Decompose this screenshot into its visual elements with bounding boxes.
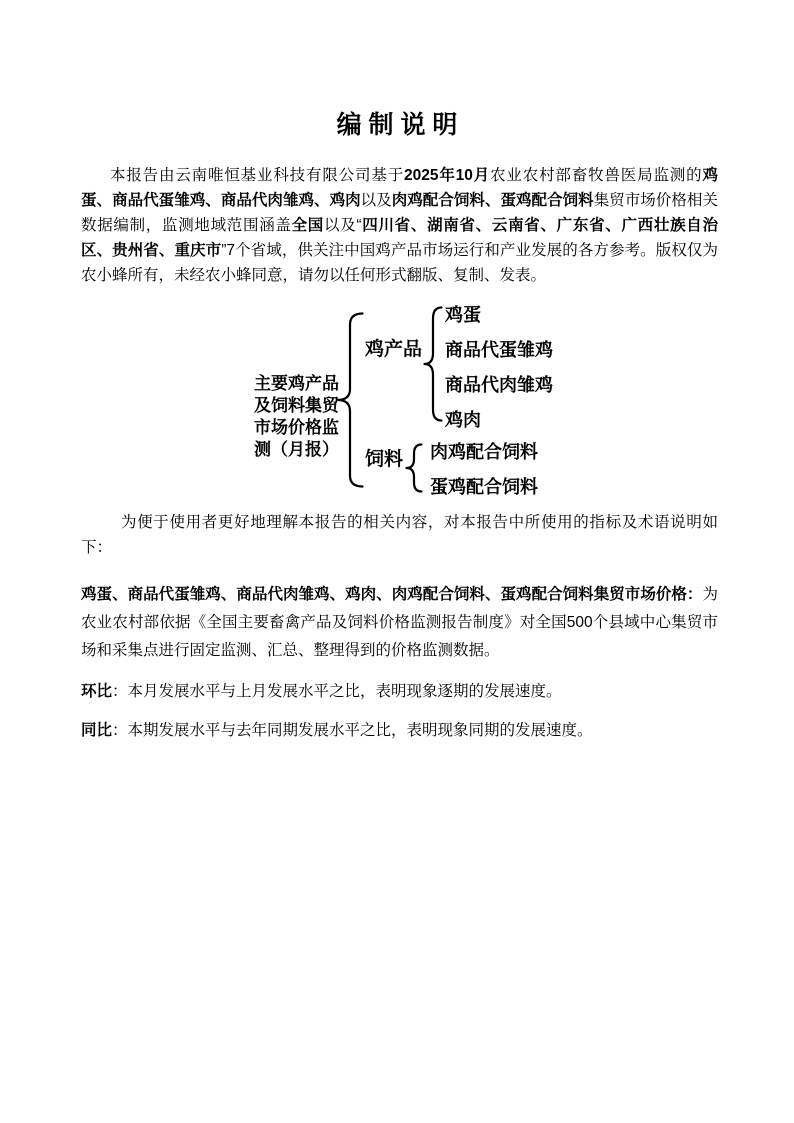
tree-leaf-label: 商品代蛋雏鸡 bbox=[445, 340, 553, 360]
text-segment: 鸡蛋、商品代蛋雏鸡、商品代肉雏鸡、鸡肉 bbox=[81, 167, 718, 209]
text-segment: 全国 bbox=[291, 217, 325, 234]
mom-definition-paragraph bbox=[81, 679, 718, 704]
text-segment: 环比 bbox=[81, 683, 113, 700]
tree-leaf-label: 鸡蛋 bbox=[445, 305, 481, 325]
feed-item-list bbox=[430, 442, 538, 497]
text-segment: 同比 bbox=[81, 722, 113, 739]
text-segment: ”7个省域，供关注中国鸡产品市场运行和产业发展的各方参考。版权仅为农小蜂所有，未经农小蜂同意，请勿以任何形式翻版、复制、发表。 bbox=[81, 242, 718, 284]
text-segment: 四川省、湖南省、云南省、广东省、广西壮族自治区、贵州省、重庆市 bbox=[81, 217, 718, 259]
text-segment: 鸡蛋、商品代蛋雏鸡、商品代肉雏鸡、鸡肉、肉鸡配合饲料、蛋鸡配合饲料集贸市场价格： bbox=[81, 586, 703, 603]
terms-intro-paragraph bbox=[81, 510, 718, 560]
tree-root-label-line: 市场价格监 bbox=[254, 418, 339, 437]
text-segment: 集贸市场价格相关数据编制，监测地域范围涵盖 bbox=[81, 192, 718, 234]
product-tree-diagram bbox=[250, 300, 580, 505]
text-segment: 以及“ bbox=[324, 217, 362, 234]
tree-root-label-line: 及饲料集贸 bbox=[254, 396, 339, 415]
text-segment: 以及 bbox=[360, 192, 392, 209]
feed-curly-brace-icon bbox=[405, 443, 423, 498]
text-segment: 2025年10月 bbox=[404, 167, 491, 184]
tree-branch-chicken-products-label: 鸡产品 bbox=[365, 339, 423, 360]
text-segment: 肉鸡配合饲料、蛋鸡配合饲料 bbox=[391, 192, 594, 209]
text-segment: 为便于使用者更好地理解本报告的相关内容，对本报告中所使用的指标及术语说明如下： bbox=[81, 514, 718, 556]
market-price-definition-paragraph bbox=[81, 581, 718, 665]
curly-brace-icon bbox=[423, 306, 443, 422]
text-segment: 本报告由云南唯恒基业科技有限公司基于 bbox=[110, 167, 405, 184]
curly-brace-icon bbox=[336, 312, 364, 488]
text-segment: ：本月发展水平与上月发展水平之比，表明现象逐期的发展速度。 bbox=[112, 683, 562, 700]
document-title: 编 制 说 明 bbox=[336, 111, 458, 139]
main-curly-brace-icon bbox=[336, 312, 364, 493]
tree-root-label-line: 测（月报） bbox=[254, 440, 339, 459]
tree-branch-feed-label: 饲料 bbox=[365, 449, 404, 470]
tree-leaf-label: 鸡肉 bbox=[445, 410, 481, 430]
curly-brace-icon bbox=[405, 443, 423, 493]
tree-leaf-label: 蛋鸡配合饲料 bbox=[430, 477, 538, 497]
chicken-products-item-list bbox=[445, 305, 553, 430]
tree-root-label bbox=[254, 373, 339, 461]
chicken-products-curly-brace-icon bbox=[423, 306, 443, 427]
content-area bbox=[0, 163, 794, 743]
yoy-definition-paragraph bbox=[81, 718, 718, 743]
intro-paragraph bbox=[81, 163, 718, 288]
tree-leaf-label: 商品代肉雏鸡 bbox=[445, 375, 553, 395]
tree-leaf-label: 肉鸡配合饲料 bbox=[430, 442, 538, 462]
tree-root-label-line: 主要鸡产品 bbox=[254, 374, 339, 393]
text-segment: 为农业农村部依据《全国主要畜禽产品及饲料价格监测报告制度》对全国500个县域中心集贸市场和采集点进行固定监测、汇总、整理得到的价格监测数据。 bbox=[81, 586, 718, 659]
text-segment: 农业农村部畜牧兽医局监测的 bbox=[490, 167, 703, 184]
text-segment: ：本期发展水平与去年同期发展水平之比，表明现象同期的发展速度。 bbox=[112, 722, 593, 739]
